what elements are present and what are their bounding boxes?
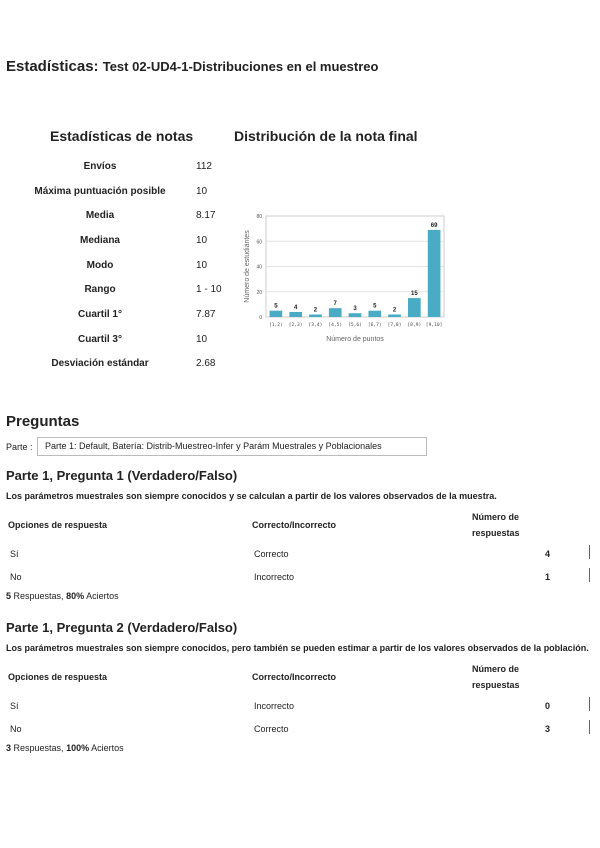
x-tick-label: [3,4) (308, 323, 323, 328)
question-title: Parte 1, Pregunta 1 (Verdadero/Falso) (6, 468, 238, 483)
y-axis-label: Número de estudiantes (244, 230, 251, 303)
bar-value-label: 2 (313, 307, 318, 314)
stat-row-max-score (20, 179, 266, 204)
stats-heading: Estadísticas de notas (50, 128, 194, 144)
distribution-heading: Distribución de la nota final (234, 128, 418, 144)
stat-row-median (20, 228, 266, 253)
stat-value: 112 (196, 160, 212, 172)
stat-label: Modo (86, 259, 114, 271)
column-option: Opciones de respuesta (8, 672, 108, 682)
stat-value: 7.87 (196, 308, 216, 320)
summary-responses-label: Respuestas, (13, 591, 64, 601)
summary-responses: 3 (6, 743, 12, 753)
column-correct: Correcto/Incorrecto (252, 672, 337, 682)
answer-row (6, 565, 591, 588)
y-tick-label: 60 (256, 239, 262, 246)
answer-bar (589, 545, 590, 559)
question-text: Los parámetros muestrales son siempre conocidos, pero también se pueden estimar a partir de los valores observados de la población. (6, 643, 589, 653)
answer-option: No (10, 571, 22, 582)
answer-bar (589, 697, 590, 711)
answers-header (6, 508, 591, 542)
x-tick-label: [2,3) (288, 323, 303, 328)
answer-option: Sí (10, 548, 19, 559)
score-distribution-chart (240, 210, 450, 350)
answer-bar (589, 720, 590, 734)
x-tick-label: [6,7) (367, 323, 382, 328)
y-tick-label: 80 (256, 214, 262, 220)
answers-header (6, 660, 591, 694)
stat-label: Cuartil 1° (77, 308, 122, 320)
stat-value: 10 (196, 185, 208, 197)
summary-responses-label: Respuestas, (13, 743, 64, 753)
bar-value-label: 4 (293, 304, 298, 311)
column-count (472, 661, 548, 693)
bar (428, 230, 441, 317)
answer-status: Correcto (254, 548, 289, 559)
page-title-test: Test 02-UD4-1-Distribuciones en el muestreo (102, 59, 379, 74)
questions-heading: Preguntas (6, 413, 80, 430)
part-label: Parte : (6, 442, 33, 452)
x-tick-label: [7,8) (387, 323, 402, 328)
y-tick-label: 20 (256, 289, 262, 296)
stat-label: Mediana (79, 234, 120, 246)
question-summary (6, 743, 591, 753)
bar (349, 313, 362, 317)
part-select[interactable]: Parte 1: Default, Batería: Distrib-Muestreo-Infer y Parám Muestrales y Poblacionales (37, 437, 427, 456)
x-tick-label: [5,6) (348, 323, 362, 328)
bar (368, 311, 381, 317)
stat-value: 1 - 10 (196, 284, 222, 296)
answer-option: No (10, 723, 22, 734)
answer-count: 3 (544, 723, 550, 734)
stat-value: 10 (196, 234, 208, 246)
summary-responses: 5 (6, 591, 12, 601)
bar-value-label: 69 (430, 222, 438, 229)
x-axis-label: Número de puntos (326, 336, 384, 343)
stat-label: Máxima puntuación posible (34, 185, 166, 197)
column-count-line1: Número de (472, 664, 520, 674)
bar (289, 312, 302, 317)
stat-row-q3 (20, 327, 266, 352)
answer-row (6, 717, 591, 740)
summary-correct-label: Aciertos (91, 743, 124, 753)
column-option: Opciones de respuesta (8, 520, 108, 530)
stat-label: Media (85, 210, 115, 222)
stat-row-submissions (20, 154, 266, 179)
question-summary (6, 591, 591, 601)
column-correct: Correcto/Incorrecto (252, 520, 337, 530)
stat-value: 10 (196, 333, 208, 345)
column-count-line2: respuestas (472, 680, 520, 690)
bar-value-label: 5 (274, 303, 278, 310)
bar (309, 314, 322, 317)
column-count-line1: Número de (472, 512, 520, 522)
bar-value-label: 15 (410, 291, 418, 298)
x-tick-label: [4,5) (328, 323, 343, 328)
x-tick-label: [9,10] (425, 323, 443, 328)
stat-label: Cuartil 3° (77, 333, 122, 345)
stat-row-q1 (20, 302, 266, 327)
answer-status: Correcto (254, 723, 289, 734)
summary-correct: 100% (66, 743, 90, 753)
y-tick-label: 40 (256, 264, 262, 271)
bar-value-label: 3 (353, 306, 357, 313)
question-1 (6, 468, 591, 601)
stat-value: 10 (196, 259, 208, 271)
bar-value-label: 2 (392, 307, 397, 314)
page-title-prefix: Estadísticas: (6, 58, 99, 75)
page-title (6, 58, 378, 75)
answer-status: Incorrecto (254, 700, 295, 711)
answer-count: 0 (544, 700, 550, 711)
stat-label: Desviación estándar (51, 358, 149, 370)
stat-value: 8.17 (196, 210, 216, 222)
stat-row-mode (20, 253, 266, 278)
y-tick-label: 0 (259, 315, 262, 321)
answer-count: 1 (544, 571, 550, 582)
x-tick-label: [1,2) (268, 323, 283, 328)
bar (408, 298, 421, 317)
answer-status: Incorrecto (254, 571, 295, 582)
stat-label: Envíos (83, 160, 117, 172)
x-tick-label: [8,9) (407, 323, 422, 328)
bar (270, 311, 283, 317)
question-title: Parte 1, Pregunta 2 (Verdadero/Falso) (6, 620, 238, 635)
answer-option: Sí (10, 700, 19, 711)
summary-correct-label: Aciertos (86, 591, 119, 601)
bar-value-label: 7 (333, 301, 337, 308)
answer-bar (589, 568, 590, 582)
question-2 (6, 620, 591, 753)
stat-label: Rango (84, 284, 116, 296)
bar (329, 308, 342, 317)
answer-count: 4 (544, 548, 550, 559)
stat-value: 2.68 (196, 358, 216, 370)
question-text: Los parámetros muestrales son siempre conocidos y se calculan a partir de los valores observados de la muestra. (6, 491, 497, 501)
answer-row (6, 694, 591, 717)
stats-table (20, 154, 266, 376)
column-count (472, 509, 548, 541)
stat-row-std-dev (20, 352, 266, 377)
bar-value-label: 5 (373, 303, 377, 310)
stat-row-range (20, 277, 266, 302)
answer-row (6, 542, 591, 565)
column-count-line2: respuestas (472, 528, 520, 538)
stat-row-mean (20, 203, 266, 228)
bar (388, 314, 401, 317)
summary-correct: 80% (66, 591, 85, 601)
